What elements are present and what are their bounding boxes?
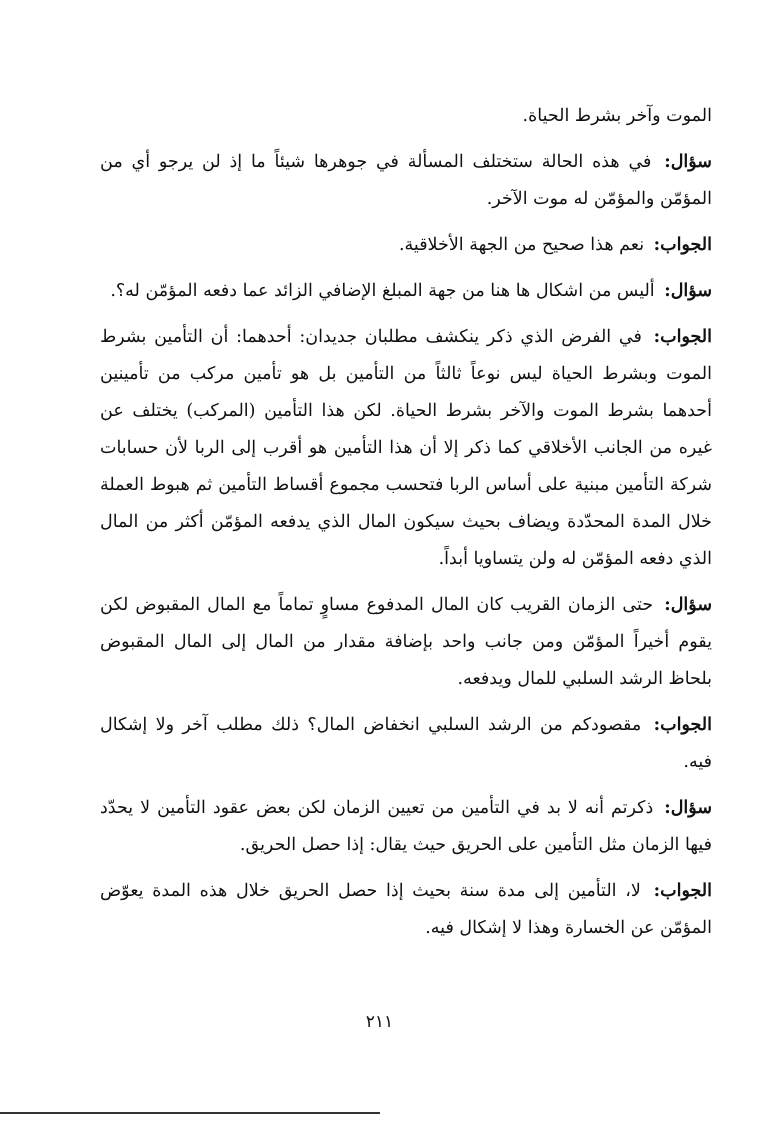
answer-label: الجواب: <box>653 881 712 901</box>
paragraph-answer <box>100 873 712 947</box>
paragraph-text: نعم هذا صحيح من الجهة الأخلاقية. <box>398 235 645 255</box>
paragraph-answer <box>100 319 712 578</box>
paragraph-answer <box>100 707 712 781</box>
paragraph-text: الموت وآخر بشرط الحياة. <box>522 106 712 126</box>
paragraph-text: حتى الزمان القريب كان المال المدفوع مساوٍ تماماً مع المال المقبوض لكن يقوم أخيراً المؤمّن ومن جانب واحد بإضافة مقدار من المال إلى المال المقبوض بلحاظ الرشد السلبي للمال ويدفعه. <box>100 595 712 689</box>
page-number: ٢١١ <box>365 1012 394 1032</box>
paragraph-text: في الفرض الذي ذكر ينكشف مطلبان جديدان: أحدهما: أن التأمين بشرط الموت وبشرط الحياة ليس نوعاً ثالثاً من التأمين بل هو تأمين مركب من تأمينين أحدهما بشرط الموت والآخر بشرط الحياة. لكن هذا التأمين (المركب) يختلف عن غيره من الجانب الأخلاقي كما ذكر إلا أن هذا التأمين هو أقرب إلى الربا لأن حسابات شركة التأمين مبنية على أساس الربا فتحسب مجموع أقساط التأمين ثم هبوط العملة خلال المدة المحدّدة ويضاف بحيث سيكون المال الذي يدفعه المؤمّن أكثر من المال الذي دفعه المؤمّن له ولن يتساويا أبداً. <box>100 327 712 569</box>
answer-label: الجواب: <box>653 235 712 255</box>
question-label: سؤال: <box>664 595 712 615</box>
paragraph-question <box>100 790 712 864</box>
paragraph-text: ذكرتم أنه لا بد في التأمين من تعيين الزمان لكن بعض عقود التأمين لا يحدّد فيها الزمان مثل التأمين على الحريق حيث يقال: إذا حصل الحريق. <box>100 798 712 855</box>
page-body <box>100 98 712 956</box>
question-label: سؤال: <box>664 152 712 172</box>
paragraph-continuation <box>100 98 712 135</box>
answer-label: الجواب: <box>653 327 712 347</box>
scan-edge-line <box>0 1112 380 1114</box>
paragraph-text: في هذه الحالة ستختلف المسألة في جوهرها شيئاً ما إذ لن يرجو أي من المؤمّن والمؤمّن له موت الآخر. <box>100 152 712 209</box>
paragraph-question <box>100 144 712 218</box>
paragraph-text: لا، التأمين إلى مدة سنة بحيث إذا حصل الحريق خلال هذه المدة يعوّض المؤمّن عن الخسارة وهذا لا إشكال فيه. <box>100 881 712 938</box>
answer-label: الجواب: <box>653 715 712 735</box>
paragraph-question <box>100 587 712 698</box>
paragraph-answer <box>100 227 712 264</box>
paragraph-text: أليس من اشكال ها هنا من جهة المبلغ الإضافي الزائد عما دفعه المؤمّن له؟. <box>110 281 655 301</box>
question-label: سؤال: <box>664 798 712 818</box>
paragraph-text: مقصودكم من الرشد السلبي انخفاض المال؟ ذلك مطلب آخر ولا إشكال فيه. <box>100 715 712 772</box>
paragraph-question <box>100 273 712 310</box>
question-label: سؤال: <box>664 281 712 301</box>
